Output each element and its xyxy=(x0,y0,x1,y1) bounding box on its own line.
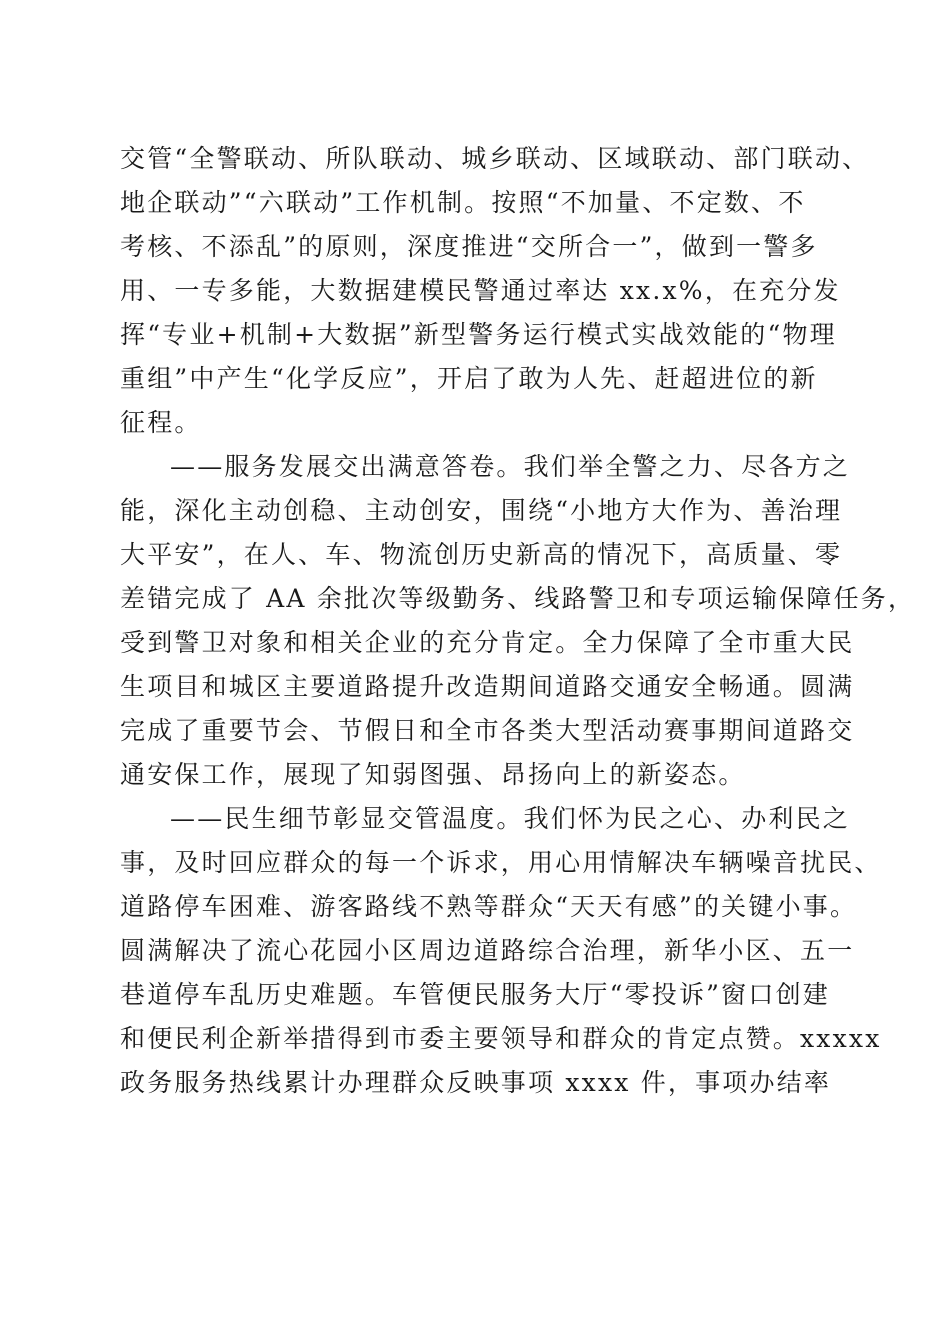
document-body xyxy=(120,137,916,1105)
text-line: 生项目和城区主要道路提升改造期间道路交通安全畅通。圆满 xyxy=(120,672,855,701)
text-line: 完成了重要节会、节假日和全市各类大型活动赛事期间道路交 xyxy=(120,716,855,745)
text-line: 征程。 xyxy=(120,408,202,437)
text-line: 政务服务热线累计办理群众反映事项 xxxx 件，事项办结率 xyxy=(120,1068,832,1097)
text-line: 大平安”，在人、车、物流创历史新高的情况下，高质量、零 xyxy=(120,540,843,569)
text-line: 地企联动”“六联动”工作机制。按照“不加量、不定数、不 xyxy=(120,188,806,217)
text-line: 重组”中产生“化学反应”，开启了敢为人先、赶超进位的新 xyxy=(120,364,818,393)
text-line: 能，深化主动创稳、主动创安，围绕“小地方大作为、善治理 xyxy=(120,496,843,525)
text-line: 差错完成了 AA 余批次等级勤务、线路警卫和专项运输保障任务， xyxy=(120,584,916,613)
text-line: 事，及时回应群众的每一个诉求，用心用情解决车辆噪音扰民、 xyxy=(120,848,882,877)
text-line: 巷道停车乱历史难题。车管便民服务大厅“零投诉”窗口创建 xyxy=(120,980,830,1009)
text-line: 交管“全警联动、所队联动、城乡联动、区域联动、部门联动、 xyxy=(120,144,870,173)
text-line: 考核、不添乱”的原则，深度推进“交所合一”，做到一警多 xyxy=(120,232,818,261)
text-line: 圆满解决了流心花园小区周边道路综合治理，新华小区、五一 xyxy=(120,936,855,965)
text-line: 用、一专多能，大数据建模民警通过率达 xx.x%，在充分发 xyxy=(120,276,841,305)
paragraph-3 xyxy=(120,797,882,1105)
text-line: 通安保工作，展现了知弱图强、昂扬向上的新姿态。 xyxy=(120,760,746,789)
text-line: ——服务发展交出满意答卷。我们举全警之力、尽各方之 xyxy=(170,452,851,481)
text-line: 和便民利企新举措得到市委主要领导和群众的肯定点赞。xxxxx xyxy=(120,1024,882,1053)
paragraph-1 xyxy=(120,137,870,445)
text-line: ——民生细节彰显交管温度。我们怀为民之心、办利民之 xyxy=(170,804,851,833)
text-line: 受到警卫对象和相关企业的充分肯定。全力保障了全市重大民 xyxy=(120,628,855,657)
paragraph-2 xyxy=(120,445,916,797)
text-line: 道路停车困难、游客路线不熟等群众“天天有感”的关键小事。 xyxy=(120,892,858,921)
text-line: 挥“专业+机制+大数据”新型警务运行模式实战效能的“物理 xyxy=(120,320,837,349)
